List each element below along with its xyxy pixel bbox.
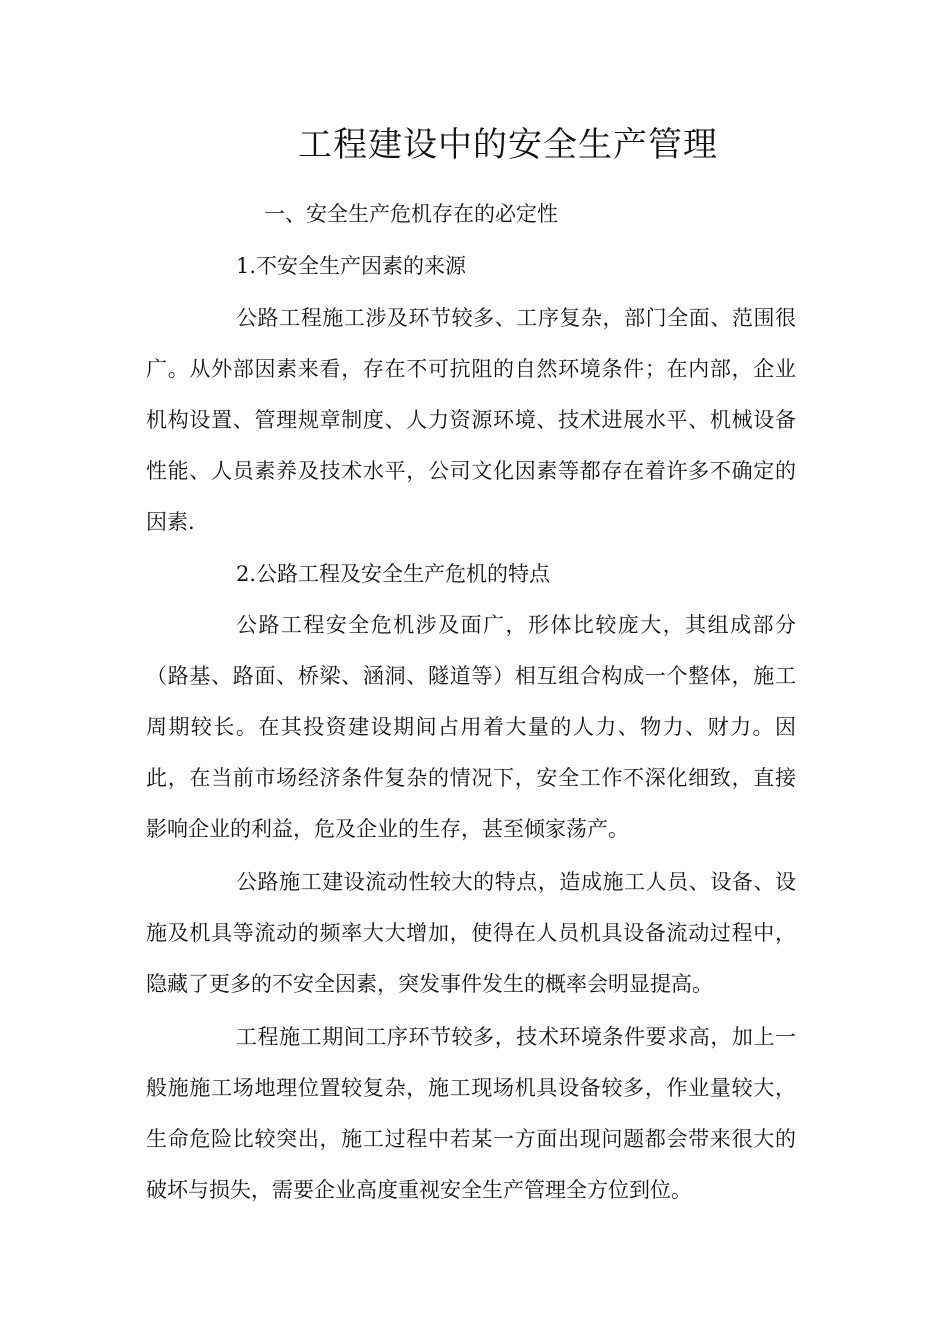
section-heading-1: 一、安全生产危机存在的必定性 [264,202,558,226]
paragraph-1: 公路工程施工涉及环节较多、工序复杂，部门全面、范围很广。从外部因素来看，存在不可抗阻的自然环境条件；在内部，企业机构设置、管理规章制度、人力资源环境、技术进展水平、机械设备性能、人员素养及技术水平，公司文化因素等都存在着许多不确定的因素. [146,306,796,534]
document-title: 工程建设中的安全生产管理 [298,125,718,165]
paragraph-3: 公路施工建设流动性较大的特点，造成施工人员、设备、设施及机具等流动的频率大大增加，使得在人员机具设备流动过程中，隐藏了更多的不安全因素，突发事件发生的概率会明显提高。 [146,870,796,996]
subsection-heading-2: 2.公路工程及安全生产危机的特点 [236,562,551,586]
subsection-heading-1: 1.不安全生产因素的来源 [236,254,467,278]
paragraph-2: 公路工程安全危机涉及面广，形体比较庞大，其组成部分（路基、路面、桥梁、涵洞、隧道等）相互组合构成一个整体，施工周期较长。在其投资建设期间占用着大量的人力、物力、财力。因此，在当前市场经济条件复杂的情况下，安全工作不深化细致，直接影响企业的利益，危及企业的生存，甚至倾家荡产。 [146,613,796,841]
paragraph-4: 工程施工期间工序环节较多，技术环境条件要求高，加上一般施施工场地理位置较复杂，施工现场机具设备较多，作业量较大，生命危险比较突出，施工过程中若某一方面出现问题都会带来很大的破坏与损失，需要企业高度重视安全生产管理全方位到位。 [146,1025,796,1202]
